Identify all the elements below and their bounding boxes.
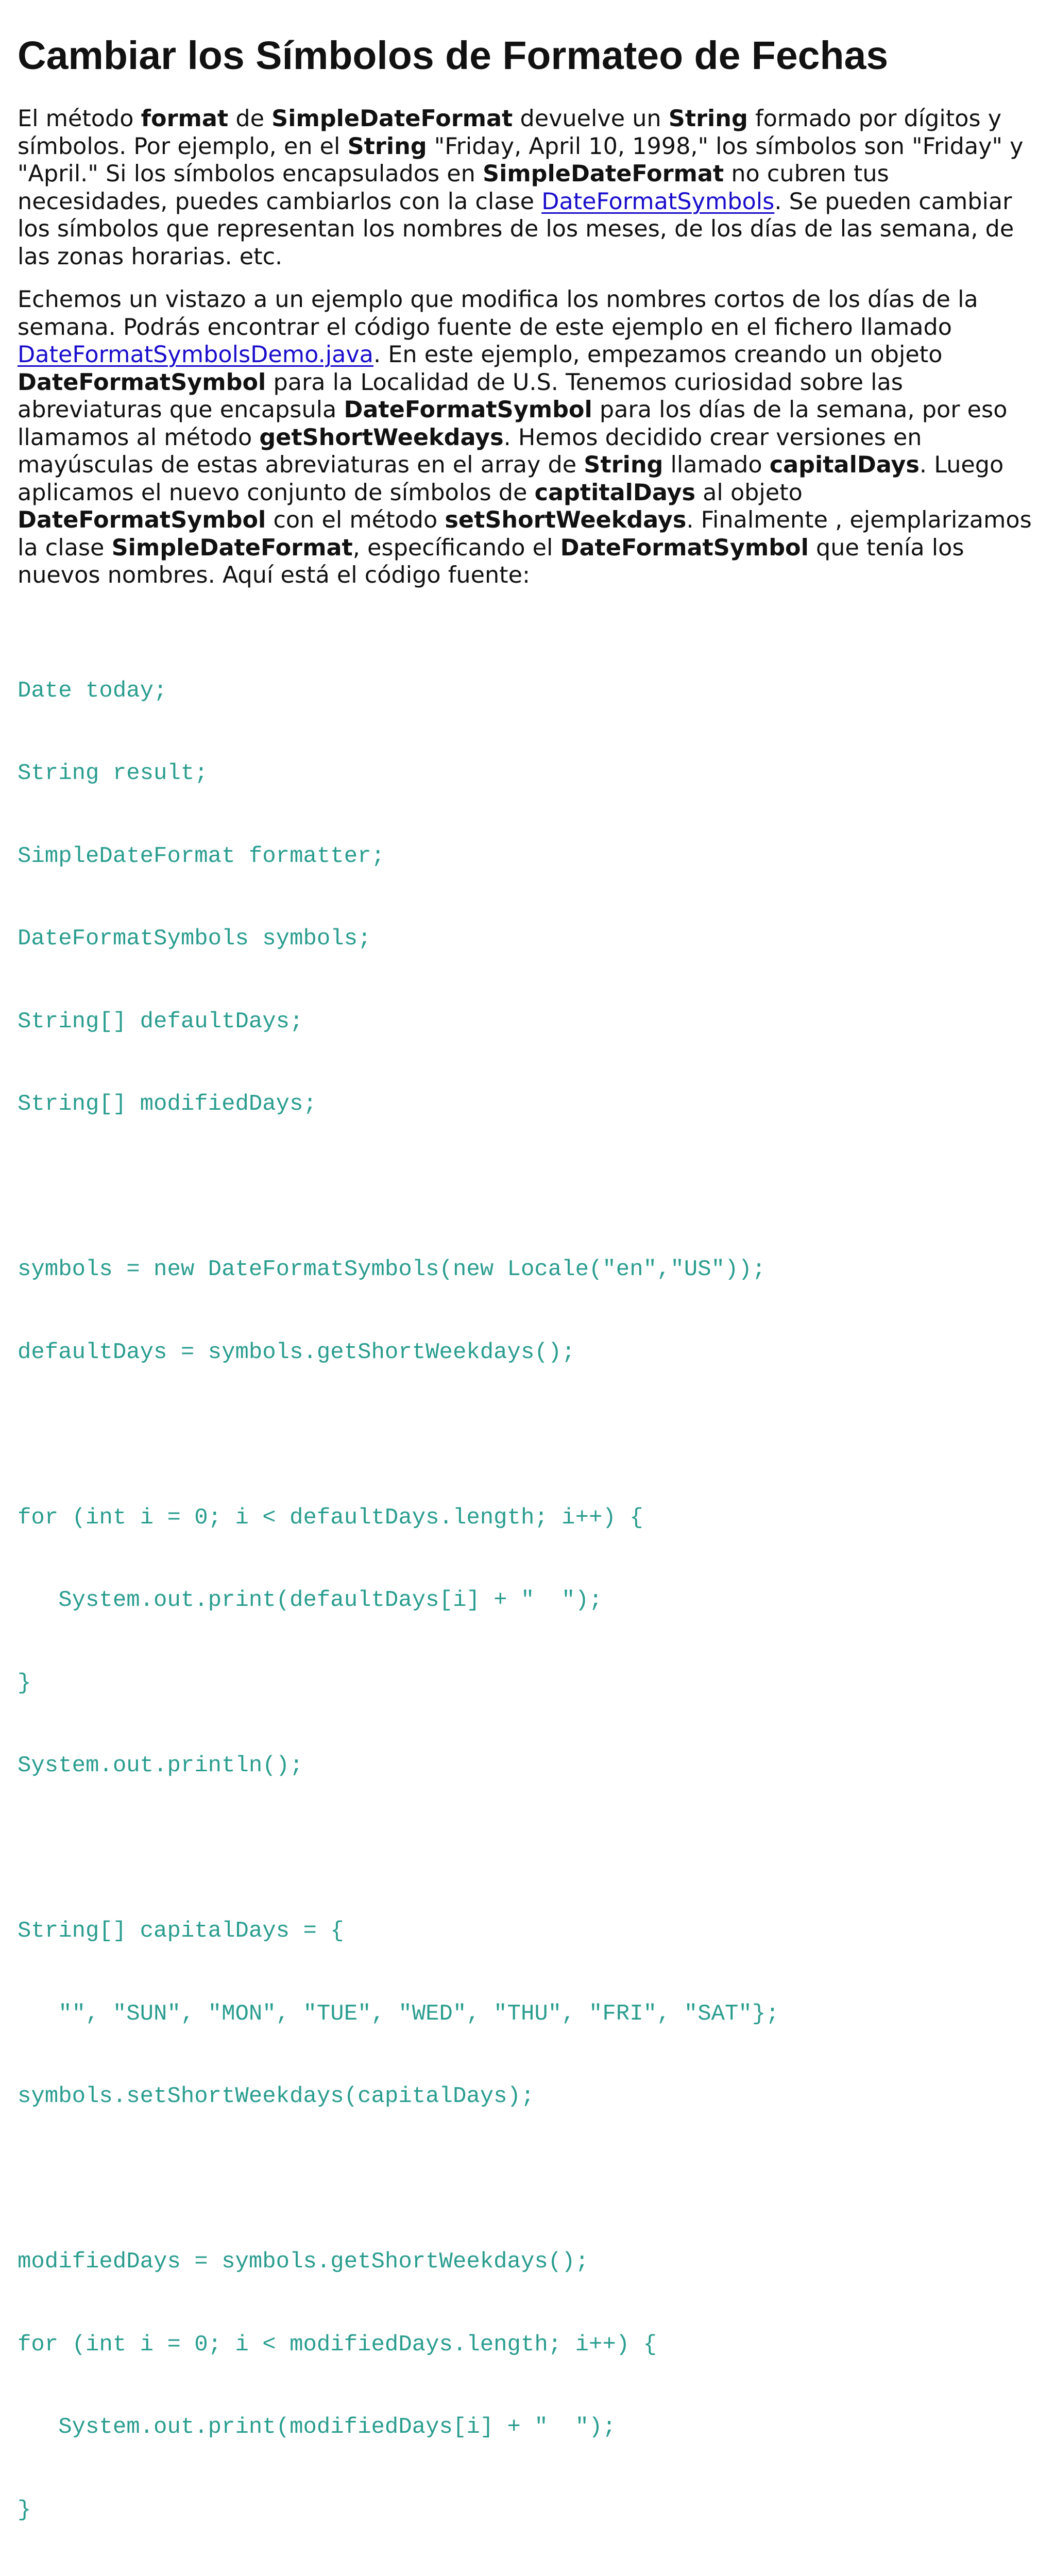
code-line: String[] modifiedDays; — [18, 1091, 1037, 1118]
code-line: } — [18, 1670, 1037, 1698]
text-span: "Friday, April 10, 1998," los símbolos son "Friday" y "April." Si los símbolos encapsulados en — [18, 133, 1023, 188]
text-span: de — [228, 106, 271, 132]
bold-term: getShortWeekdays — [259, 425, 503, 451]
text-span: . En este ejemplo, empezamos creando un objeto — [373, 342, 942, 368]
text-span: Echemos un vistazo a un ejemplo que modifica los nombres cortos de los días de la semana. Podrás encontrar el código fuente de este ejemplo en el fichero llamado — [18, 286, 978, 341]
code-line — [18, 2166, 1037, 2194]
code-line: DateFormatSymbols symbols; — [18, 925, 1037, 953]
text-span: llamado — [663, 452, 769, 478]
code-line: String[] capitalDays = { — [18, 1918, 1037, 1945]
text-span: , específicando el — [353, 535, 560, 561]
text-span: El método — [18, 106, 141, 132]
example-paragraph — [18, 286, 1037, 589]
bold-term: String — [584, 452, 663, 478]
code-block — [18, 622, 1037, 2576]
code-line: for (int i = 0; i < modifiedDays.length; i++) { — [18, 2331, 1037, 2359]
bold-term: format — [141, 106, 229, 132]
code-line: String result; — [18, 760, 1037, 788]
bold-term: captitalDays — [535, 480, 695, 506]
text-span: al objeto — [695, 480, 803, 506]
code-line: symbols.setShortWeekdays(capitalDays); — [18, 2083, 1037, 2111]
document-page — [18, 31, 1037, 2576]
text-span: . Hemos decidido crear versiones en mayúsculas de estas abreviaturas en el array de — [18, 425, 922, 479]
bold-term: DateFormatSymbol — [18, 369, 266, 396]
code-line: System.out.print(defaultDays[i] + " "); — [18, 1587, 1037, 1615]
demo-source-link[interactable]: DateFormatSymbolsDemo.java — [18, 342, 373, 368]
code-line — [18, 1421, 1037, 1449]
code-line: "", "SUN", "MON", "TUE", "WED", "THU", "FRI", "SAT"}; — [18, 2001, 1037, 2028]
code-line — [18, 1835, 1037, 1863]
code-line: } — [18, 2497, 1037, 2524]
text-span: . Luego aplicamos el nuevo conjunto de símbolos de — [18, 452, 1003, 506]
bold-term: SimpleDateFormat — [112, 535, 353, 561]
text-span: para los días de la semana, por eso llamamos al método — [18, 397, 1007, 451]
text-span: . Finalmente , ejemplarizamos la clase — [18, 507, 1032, 561]
code-line: modifiedDays = symbols.getShortWeekdays(); — [18, 2248, 1037, 2276]
code-line: System.out.print(modifiedDays[i] + " "); — [18, 2414, 1037, 2442]
text-span: con el método — [266, 507, 445, 533]
text-span: formado por dígitos y símbolos. Por ejemplo, en el — [18, 106, 1001, 160]
bold-term: SimpleDateFormat — [271, 106, 513, 132]
code-line: defaultDays = symbols.getShortWeekdays(); — [18, 1339, 1037, 1367]
code-line: symbols = new DateFormatSymbols(new Locale("en","US")); — [18, 1256, 1037, 1284]
code-line: SimpleDateFormat formatter; — [18, 843, 1037, 871]
dateformatsymbols-link[interactable]: DateFormatSymbols — [541, 189, 774, 215]
text-span: que tenía los nuevos nombres. Aquí está el código fuente: — [18, 535, 964, 589]
code-line: for (int i = 0; i < defaultDays.length; i++) { — [18, 1504, 1037, 1532]
bold-term: capitalDays — [770, 452, 920, 478]
bold-term: String — [348, 133, 427, 160]
bold-term: DateFormatSymbol — [18, 507, 266, 533]
bold-term: setShortWeekdays — [445, 507, 686, 533]
text-span: no cubren tus necesidades, puedes cambiarlos con la clase — [18, 161, 889, 215]
bold-term: DateFormatSymbol — [344, 397, 592, 423]
text-span: . Se pueden cambiar los símbolos que representan los nombres de los meses, de los días de las semana, de las zonas horarias. etc. — [18, 189, 1014, 270]
code-line: System.out.println(); — [18, 1752, 1037, 1780]
code-line: Date today; — [18, 677, 1037, 705]
text-span: devuelve un — [513, 106, 668, 132]
code-line: String[] defaultDays; — [18, 1008, 1037, 1036]
text-span: para la Localidad de U.S. Tenemos curiosidad sobre las abreviaturas que encapsula — [18, 369, 903, 423]
page-title: Cambiar los Símbolos de Formateo de Fechas — [18, 31, 1037, 80]
bold-term: String — [669, 106, 748, 132]
code-line — [18, 1174, 1037, 1201]
bold-term: SimpleDateFormat — [483, 161, 724, 187]
intro-paragraph — [18, 105, 1037, 270]
bold-term: DateFormatSymbol — [560, 535, 809, 561]
